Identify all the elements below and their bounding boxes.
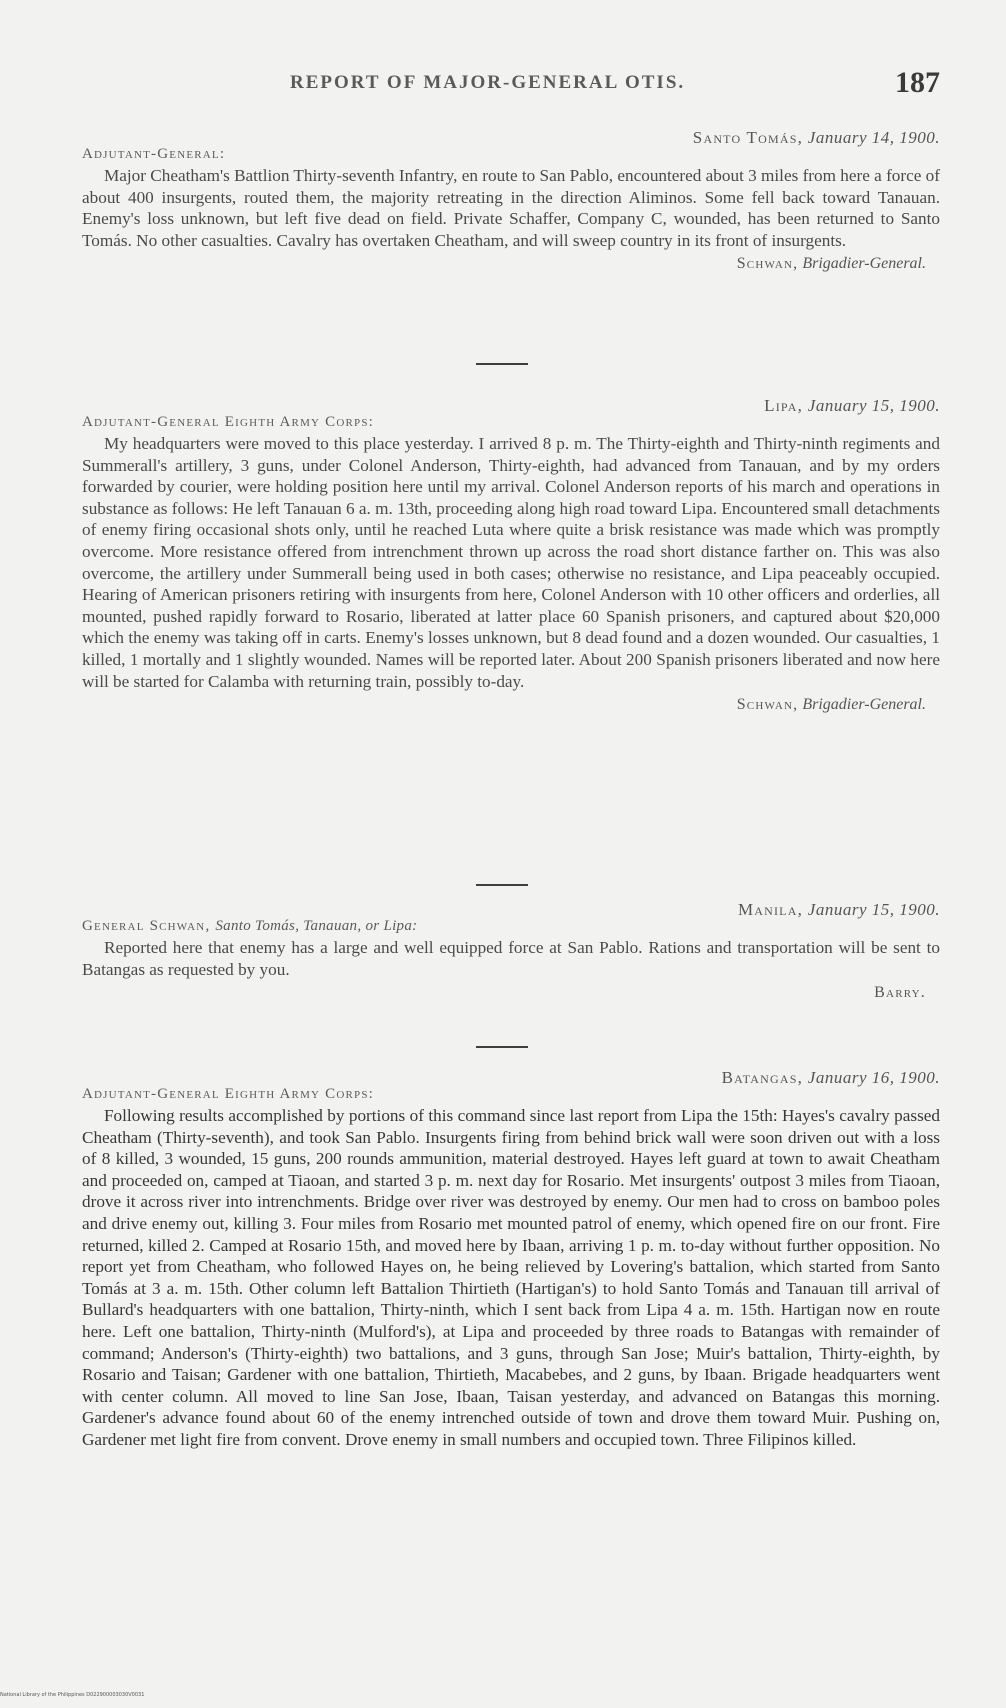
message-body: Reported here that enemy has a large and well equipped force at San Pablo. Rations and transportation will be sent to Batangas as requested by you. <box>82 938 940 979</box>
addressee <box>82 414 940 431</box>
signature-rank: Brigadier-General. <box>802 255 926 273</box>
message-body: Following results accomplished by portions of this command since last report from Lipa the 15th: Hayes's cavalry passed Cheatham (Thirty-seventh), and took San Pablo. Insurgents firing from behind brick wall were soon driven out with a loss of 8 killed, 3 wounded, 15 guns, 200 rounds ammunition, material destroyed. Hayes left guard at town to await Cheatham and proceeded on, camped at Tiaoan, and started 3 p. m. next day for Rosario. Met insurgents' outpost 3 miles from Tiaoan, drove it across river into intrenchments. Bridge over river was destroyed by enemy. Our men had to cross on bamboo poles and drive enemy out, killing 3. Four miles from Rosario met mounted patrol of enemy, which opened fire on our front. Fire returned, killed 2. Camped at Rosario 15th, and moved here by Ibaan, arriving 1 p. m. to-day without further opposition. No report yet from Cheatham, who followed Hayes on, he being relieved by Lovering's battalion, which started from Santo Tomás at 3 a. m. 15th. Other column left Battalion Thirtieth (Hartigan's) to hold Santo Tomás and Tanauan till arrival of Bullard's headquarters with one battalion, Thirty-ninth, which I sent back from Lipa 4 a. m. 15th. Hartigan now en route here. Left one battalion, Thirty-ninth (Mulford's), at Lipa and proceeded by three roads to Batangas with remainder of command; Anderson's (Thirty-eighth) two battalions, and 3 guns, through San Jose; Muir's battalion, Thirty-eighth, by Rosario and Taisan; Gardener with one battalion, Thirtieth, Macabebes, and 2 guns, by Ibaan. Brigade headquarters went with center column. All moved to line San Jose, Ibaan, Taisan yesterday, and advanced on Batangas this morning. Gardener's advance found about 60 of the enemy intrenched outside of town and drove them toward Muir. Pushing on, Gardener met light fire from convent. Drove enemy in small numbers and occupied town. Three Filipinos killed. <box>82 1106 940 1449</box>
addressee-location: Santo Tomás, Tanauan, or Lipa: <box>215 918 418 934</box>
signature-name: Schwan, <box>736 255 799 273</box>
signature-rank: Brigadier-General. <box>802 696 926 714</box>
dateline-place: Manila, <box>737 900 804 919</box>
message-body: Major Cheatham's Battlion Thirty-seventh Infantry, en route to San Pablo, encountered about 3 miles from here a force of about 400 insurgents, routed them, the majority retreating in the direction Aliminos. Some fell back toward Tanauan. Enemy's loss unknown, but left five dead on field. Private Schaffer, Company C, wounded, has been returned to Santo Tomás. No other casualties. Cavalry has overtaken Cheatham, and will sweep country in its front of insurgents. <box>82 166 940 250</box>
addressee <box>82 146 940 163</box>
addressee-name: Adjutant-General: <box>82 146 226 162</box>
dateline-place: Lipa, <box>764 396 804 415</box>
section-divider <box>476 363 528 365</box>
signature <box>82 255 940 273</box>
dateline-place: Batangas, <box>721 1068 804 1087</box>
dateline-date: January 15, 1900. <box>807 396 940 415</box>
signature-name: Schwan, <box>736 696 799 714</box>
signature <box>82 696 940 714</box>
dateline-place: Santo Tomás, <box>692 128 804 147</box>
signature <box>82 984 940 1002</box>
telegram-santo-tomas <box>82 128 940 273</box>
telegram-lipa <box>82 396 940 714</box>
dateline <box>82 128 940 148</box>
dateline <box>82 1068 940 1088</box>
dateline-date: January 16, 1900. <box>807 1068 940 1087</box>
addressee-name: General Schwan, <box>82 918 211 934</box>
section-divider <box>476 884 528 886</box>
running-header <box>80 66 940 106</box>
section-divider <box>476 1046 528 1048</box>
telegram-batangas <box>82 1068 940 1451</box>
signature-name: Barry. <box>874 984 926 1002</box>
dateline-date: January 15, 1900. <box>807 900 940 919</box>
addressee <box>82 918 940 935</box>
dateline <box>82 396 940 416</box>
message-body: My headquarters were moved to this place yesterday. I arrived 8 p. m. The Thirty-eighth and Thirty-ninth regiments and Summerall's artillery, 3 guns, under Colonel Anderson, Thirty-eighth, had advanced from Tanauan, and by my orders forwarded by courier, were holding position here until my arrival. Colonel Anderson reports of his march and operations in substance as follows: He left Tanauan 6 a. m. 13th, proceeding along high road toward Lipa. Encountered small detachments of enemy firing occasional shots only, until he reached Luta where quite a brisk resistance was made which was promptly overcome. More resistance offered from intrenchment thrown up across the road short distance farther on. This was also overcome, the artillery under Summerall being used in both cases; otherwise no resistance, and Lipa peaceably occupied. Hearing of American prisoners retiring with insurgents from here, Colonel Anderson with 10 other officers and orderlies, all mounted, pushed rapidly forward to Rosario, liberated at latter place 60 Spanish prisoners, and captured about $20,000 which the enemy was taking off in carts. Enemy's losses unknown, but 8 dead found and a dozen wounded. Our casualties, 1 killed, 1 mortally and 1 slightly wounded. Names will be reported later. About 200 Spanish prisoners liberated and now here will be started for Calamba with returning train, possibly to-day. <box>82 434 940 691</box>
addressee-name: Adjutant-General Eighth Army Corps: <box>82 1086 375 1102</box>
telegram-manila <box>82 900 940 1002</box>
dateline-date: January 14, 1900. <box>807 128 940 147</box>
addressee-name: Adjutant-General Eighth Army Corps: <box>82 414 375 430</box>
scan-footer: National Library of the Philippines D022900003030V0031 <box>0 1692 145 1698</box>
report-title: REPORT OF MAJOR-GENERAL OTIS. <box>290 72 686 93</box>
dateline <box>82 900 940 920</box>
page-number: 187 <box>895 66 940 99</box>
addressee <box>82 1086 940 1103</box>
